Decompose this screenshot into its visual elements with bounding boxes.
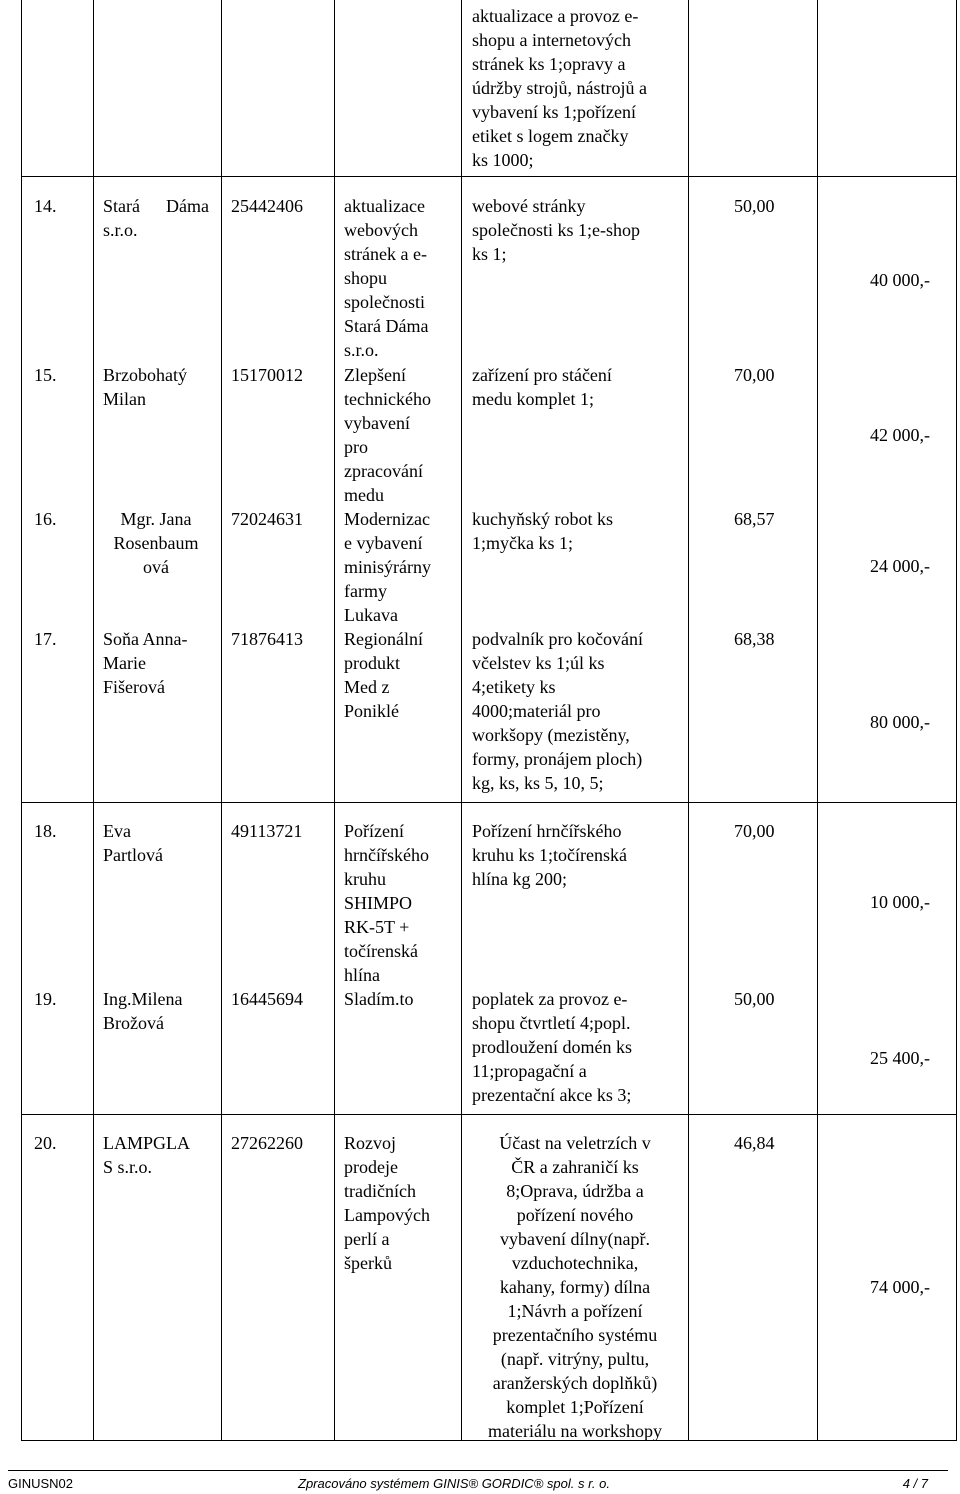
applicant-name: Mgr. Jana Rosenbaum ová [113, 509, 199, 577]
table-border-score [688, 0, 689, 1441]
applicant-name: Eva Partlová [103, 821, 163, 865]
activities: webové stránky společnosti ks 1;e-shop ks 1; [472, 196, 640, 264]
grant-amount: 10 000,- [870, 892, 930, 912]
score: 70,00 [734, 821, 775, 841]
applicant-name: LAMPGLA S s.r.o. [103, 1133, 191, 1177]
ico: 72024631 [231, 509, 303, 529]
footer-generator: Zpracováno systémem GINIS® GORDIC® spol. s r. o. [298, 1476, 610, 1491]
row-number: 18. [34, 821, 57, 841]
grant-amount: 42 000,- [870, 425, 930, 445]
score: 50,00 [734, 196, 775, 216]
grant-amount: 40 000,- [870, 270, 930, 290]
score: 50,00 [734, 989, 775, 1009]
project-name: Pořízení hrnčířského kruhu SHIMPO RK-5T + točírenská hlína [344, 821, 429, 985]
grant-amount: 74 000,- [870, 1277, 930, 1297]
grant-amount: 24 000,- [870, 556, 930, 576]
footer-page-number: 4 / 7 [902, 1476, 928, 1491]
table-border-right [956, 0, 957, 1441]
table-border-project [334, 0, 335, 1441]
applicant-name: Soňa Anna- Marie Fišerová [103, 629, 188, 697]
score: 68,57 [734, 509, 775, 529]
score: 70,00 [734, 365, 775, 385]
ico: 25442406 [231, 196, 303, 216]
table-border-left [21, 0, 22, 1441]
row-number: 17. [34, 629, 57, 649]
ico: 16445694 [231, 989, 303, 1009]
row-number: 15. [34, 365, 57, 385]
score: 46,84 [734, 1133, 775, 1153]
ico: 49113721 [231, 821, 303, 841]
group-divider [21, 176, 957, 177]
grant-amount: 80 000,- [870, 712, 930, 732]
activities: kuchyňský robot ks 1;myčka ks 1; [472, 509, 613, 553]
table-border-items [461, 0, 462, 1441]
activities: Pořízení hrnčířského kruhu ks 1;točírenská hlína kg 200; [472, 821, 627, 889]
footer-code: GINUSN02 [8, 1476, 74, 1491]
row-number: 16. [34, 509, 57, 529]
row-number: 19. [34, 989, 57, 1009]
activities: Účast na veletrzích v ČR a zahraničí ks 8;Oprava, údržba a pořízení nového vybavení dílny(např. vzduchotechnika, kahany, formy) dílna 1;Návrh a pořízení prezentačního systému (např. vitrýny, pultu, aranžerských doplňků) komplet 1;Pořízení materiálu na workshopy [488, 1133, 662, 1441]
applicant-name: Brzobohatý Milan [103, 365, 187, 409]
row-number: 20. [34, 1133, 57, 1153]
table-border-ico [221, 0, 222, 1441]
applicant-name: Ing.Milena Brožová [103, 989, 183, 1033]
project-name: Modernizac e vybavení minisýrárny farmy Lukava [344, 509, 431, 625]
group-divider [21, 1114, 957, 1115]
prev-row-activities: aktualizace a provoz e- shopu a internetových stránek ks 1;opravy a údržby strojů, nástrojů a vybavení ks 1;pořízení etiket s logem značky ks 1000; [472, 6, 647, 170]
row-number: 14. [34, 196, 57, 216]
project-name: Rozvoj prodeje tradičních Lampových perlí a šperků [344, 1133, 430, 1273]
project-name: Sladím.to [344, 989, 414, 1009]
grant-amount: 25 400,- [870, 1048, 930, 1068]
page-footer [8, 1476, 948, 1492]
score: 68,38 [734, 629, 775, 649]
ico: 27262260 [231, 1133, 303, 1153]
ico: 15170012 [231, 365, 303, 385]
activities: poplatek za provoz e- shopu čtvrtletí 4;popl. prodloužení domén ks 11;propagační a prezentační akce ks 3; [472, 989, 632, 1105]
applicant-name: Stará Dáma s.r.o. [103, 196, 209, 240]
table-border-name [93, 0, 94, 1441]
activities: podvalník pro kočování včelstev ks 1;úl ks 4;etikety ks 4000;materiál pro workšopy (mezistěny, formy, pronájem ploch) kg, ks, ks 5, 10, 5; [472, 629, 643, 793]
activities: zařízení pro stáčení medu komplet 1; [472, 365, 612, 409]
table-border-amount [817, 0, 818, 1441]
project-name: Regionální produkt Med z Poniklé [344, 629, 423, 721]
ico: 71876413 [231, 629, 303, 649]
footer-rule [8, 1470, 948, 1471]
project-name: Zlepšení technického vybavení pro zpracování medu [344, 365, 431, 505]
group-divider [21, 802, 957, 803]
project-name: aktualizace webových stránek a e- shopu společnosti Stará Dáma s.r.o. [344, 196, 429, 360]
